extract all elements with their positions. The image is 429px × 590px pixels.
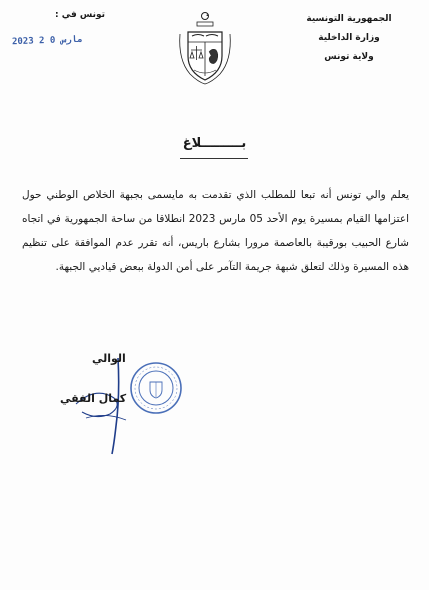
signatory-name: كمال الفقي [60,392,127,405]
place-date-label: تونس في : [55,10,105,20]
letterhead [289,10,409,67]
document-title: بـــــــــلاغ [182,136,247,151]
title-underline [180,158,248,159]
ministry-name: وزارة الداخلية [318,33,380,43]
official-seal-icon [128,360,184,416]
governorate-name: ولاية تونس [324,52,374,62]
country-name: الجمهورية التونسية [306,14,392,24]
coat-of-arms-icon [176,10,234,86]
announcement-text: يعلم والي تونس أنه تبعا للمطلب الذي تقدمت به مايسمى بجبهة الخلاص الوطني حول اعتزامها القيام بمسيرة يوم الأحد 05 مارس 2023 انطلاقا من ساحة الجمهورية في اتجاه شارع الحبيب بورقيبة بالعاصمة مرورا بشارع باريس، أنه تقرر عدم الموافقة على تنظيم هذه المسيرة وذلك لتعلق شبهة جريمة التآمر على أمن الدولة ببعض قياديي الجبهة. [22,189,409,273]
signatory-title: الوالي [92,352,126,365]
date-stamp: 2023 مارس 0 2 [11,34,83,48]
handwritten-signature-icon [56,356,136,456]
